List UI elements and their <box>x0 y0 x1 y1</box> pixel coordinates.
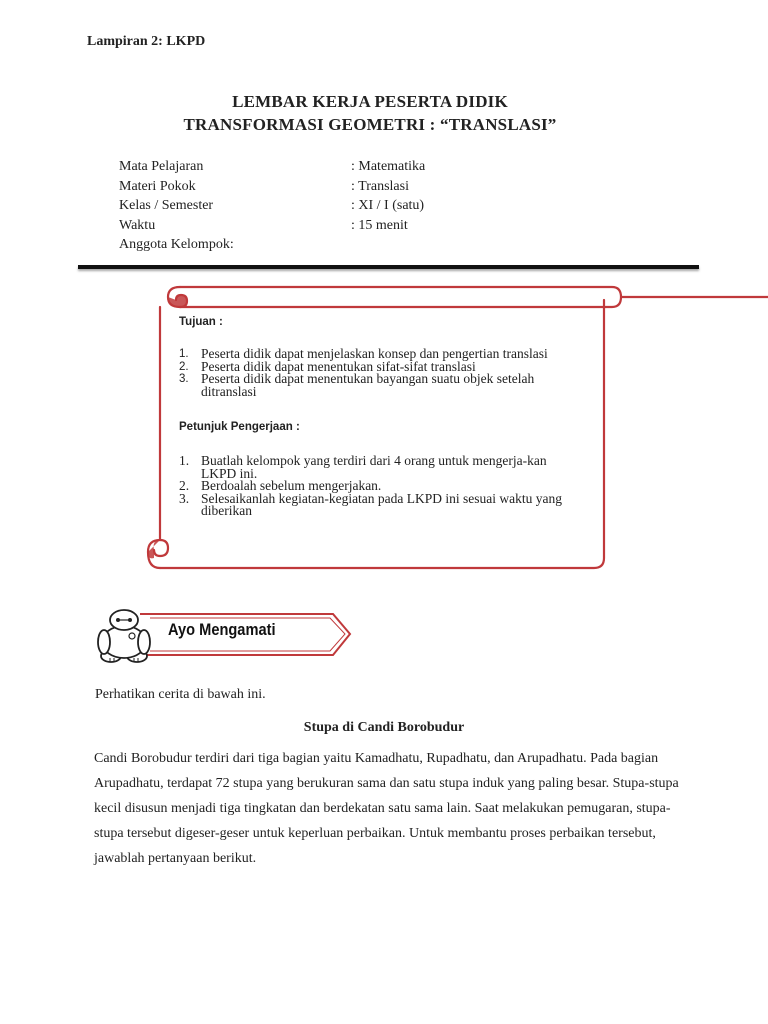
info-label: Materi Pokok <box>119 178 196 194</box>
info-label: Waktu <box>119 217 156 233</box>
info-value: : XI / I (satu) <box>351 198 425 213</box>
info-value: : Translasi <box>351 178 409 194</box>
story-title: Stupa di Candi Borobudur <box>303 720 465 735</box>
section-banner-label: Ayo Mengamati <box>168 620 276 639</box>
info-label: Kelas / Semester <box>119 198 214 213</box>
instructions-heading: Petunjuk Pengerjaan : <box>179 421 300 433</box>
list-text: Buatlah kelompok yang terdiri dari 4 orang untuk mengerja-kan LKPD ini. <box>201 453 547 481</box>
document-subtitle: TRANSFORMASI GEOMETRI : “TRANSLASI” <box>183 115 557 134</box>
info-label: Mata Pelajaran <box>119 159 204 174</box>
attachment-label: Lampiran 2: LKPD <box>87 34 206 49</box>
info-value: : Matematika <box>351 159 426 174</box>
list-number: 1. <box>179 348 189 360</box>
list-number: 3. <box>179 373 189 385</box>
document-title: LEMBAR KERJA PESERTA DIDIK <box>232 92 508 111</box>
list-text: Berdoalah sebelum mengerjakan. <box>201 478 382 493</box>
list-text: Peserta didik dapat menentukan sifat-sifat translasi <box>201 358 476 374</box>
robot-mascot-icon <box>96 606 152 664</box>
info-value: : 15 menit <box>351 217 408 233</box>
list-text: Selesaikanlah kegiatan-kegiatan pada LKPD ini sesuai waktu yang diberikan <box>201 490 563 518</box>
info-label: Anggota Kelompok: <box>119 237 234 252</box>
list-number: 2. <box>179 360 189 373</box>
list-number: 1. <box>179 453 190 468</box>
list-number: 3. <box>179 490 190 506</box>
intro-text: Perhatikan cerita di bawah ini. <box>95 687 266 702</box>
list-text: Peserta didik dapat menjelaskan konsep dan pengertian translasi <box>201 346 548 361</box>
list-number: 2. <box>179 478 190 493</box>
story-paragraph: Candi Borobudur terdiri dari tiga bagian yaitu Kamadhatu, Rupadhatu, dan Arupadhatu. Pada bagian Arupadhatu, terdapat 72 stupa yang berukuran sama dan satu stupa induk yang paling besar. Stupa-stupa kecil disusun menjadi tiga tingkatan dan berdekatan satu sama lain. Saat melakukan pemugaran, stupa-stupa tersebut digeser-geser untuk keperluan perbaikan. Untuk membantu proses perbaikan tersebut, jawablah pertanyaan berikut. <box>94 751 679 866</box>
objectives-heading: Tujuan : <box>179 316 223 328</box>
list-text: Peserta didik dapat menentukan bayangan suatu objek setelah ditranslasi <box>201 371 535 399</box>
